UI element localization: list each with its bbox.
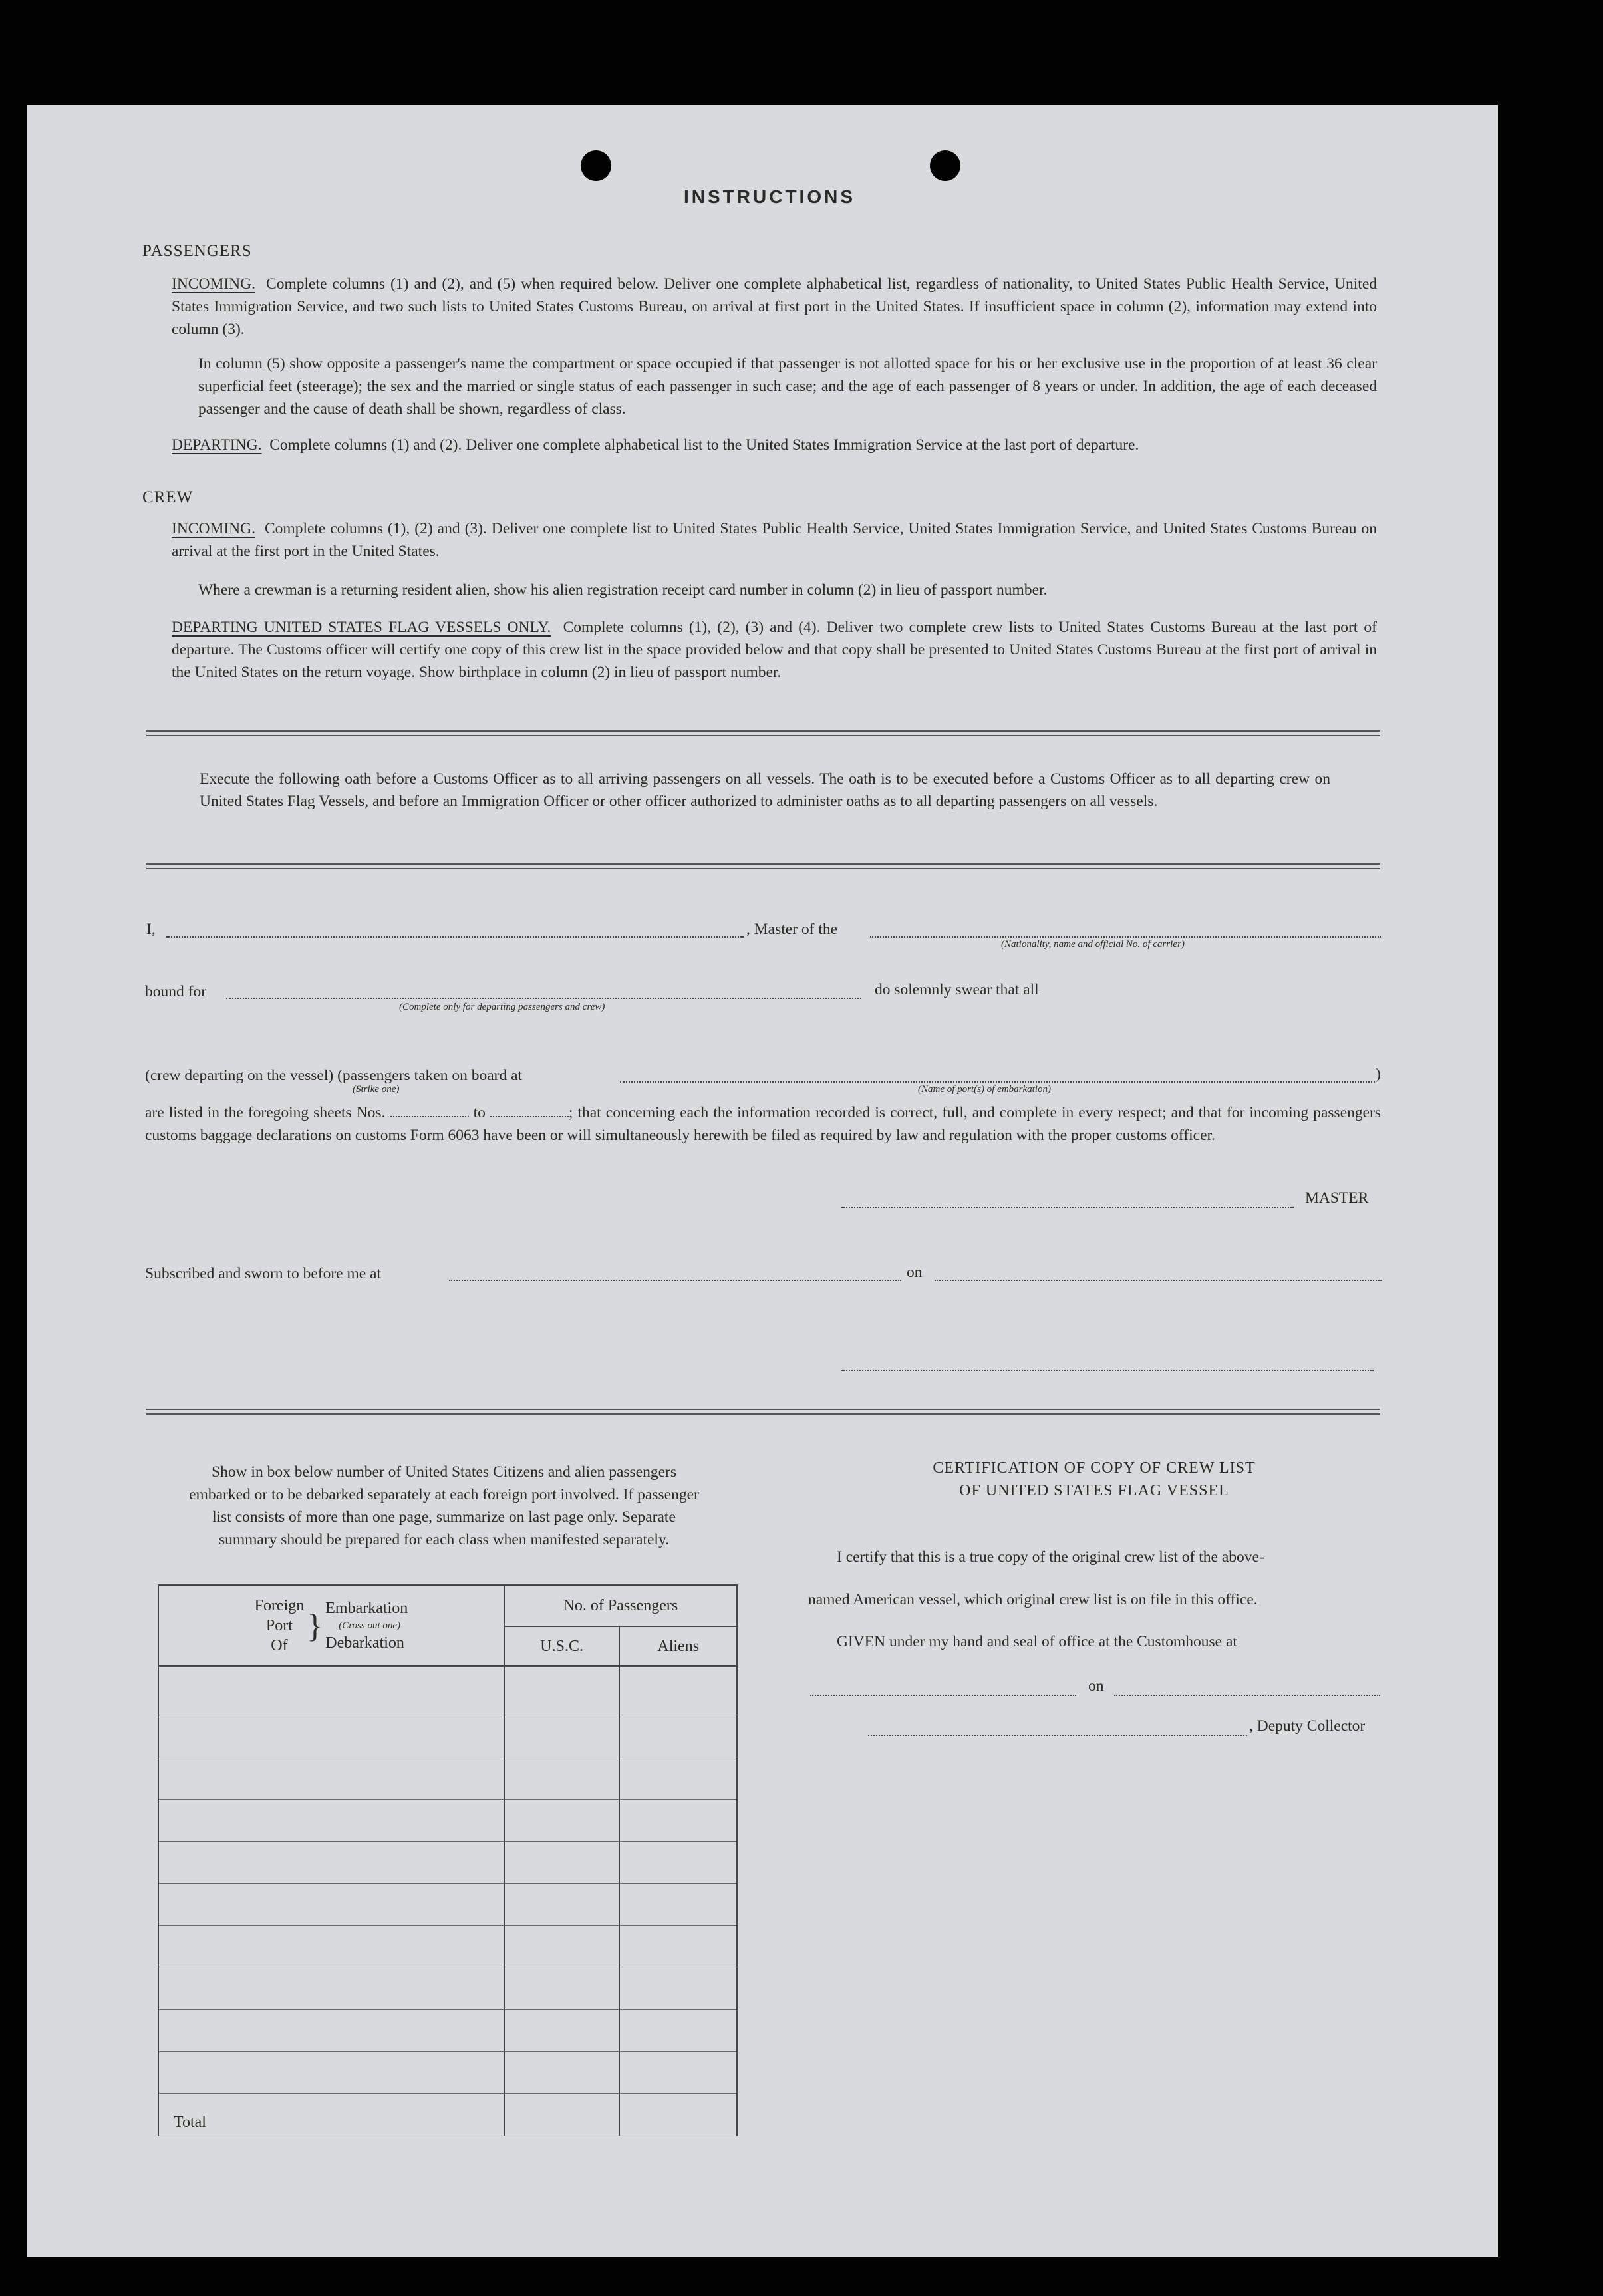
usc-cell[interactable] (504, 1841, 620, 1883)
carrier-hint: (Nationality, name and official No. of carrier) (1001, 939, 1185, 950)
port-cell[interactable] (158, 1967, 504, 2009)
bound-for-field[interactable] (226, 998, 861, 999)
aliens-cell[interactable] (619, 2051, 737, 2093)
col-debarkation: Debarkation (325, 1634, 404, 1651)
col-port-of: Of (271, 1637, 288, 1654)
aliens-cell[interactable] (619, 1841, 737, 1883)
deputy-collector-label: , Deputy Collector (1249, 1717, 1366, 1735)
certification-title-2: OF UNITED STATES FLAG VESSEL (959, 1482, 1229, 1499)
embarkation-ports-field[interactable] (620, 1081, 1375, 1083)
aliens-cell[interactable] (619, 1757, 737, 1799)
aliens-cell[interactable] (619, 1883, 737, 1925)
summary-instructions: Show in box below number of United States Citizens and alien passengers embarked or to be debarked separately at each foreign port involved. If passenger list consists of more than one page, summarize on last page only. Separate summary should be prepared for each class when manifested separately. (189, 1463, 699, 1548)
oath-listed-text (145, 1101, 1381, 1147)
master-of-label: , Master of the (746, 921, 838, 938)
carrier-field[interactable] (870, 936, 1381, 938)
passengers-column5-text: In column (5) show opposite a passenger's name the compartment or space occupied if that passenger is not allotted space for his or her exclusive use in the proportion of at least 36 clear superficial feet (steerage); the sex and the married or single status of each passenger in such case; and the age of each passenger of 8 years or under. In addition, the age of each deceased passenger and the cause of death shall be shown, regardless of class. (198, 355, 1377, 418)
punch-hole (581, 150, 611, 181)
crew-incoming (172, 517, 1377, 563)
certification-line-1: I certify that this is a true copy of the original crew list of the above- (837, 1548, 1264, 1566)
total-label: Total (158, 2094, 504, 2136)
subscribed-label: Subscribed and sworn to before me at (145, 1265, 382, 1282)
oath-i-label: I, (146, 921, 156, 938)
usc-cell[interactable] (504, 2051, 620, 2093)
swear-text: do solemnly swear that all (875, 981, 1039, 998)
punch-hole (930, 150, 960, 181)
passengers-departing-label: DEPARTING. (172, 436, 262, 454)
listed-to: to (473, 1104, 486, 1121)
aliens-total-cell[interactable] (619, 2094, 737, 2136)
port-cell[interactable] (158, 1883, 504, 1925)
listed-b: ; that concerning each the information recorded is correct, full, and complete in every respect; and that for incoming passengers customs baggage declarations on customs Form 6063 have been or will simultaneously herewith be filed as required by law and regulation with the proper customs officer. (145, 1104, 1382, 1144)
passengers-incoming-text: Complete columns (1) and (2), and (5) when required below. Deliver one complete alphabetical list, regardless of nationality, to United States Public Health Service, United States Immigration Service, and two such lists to United States Customs Bureau, on arrival at first port in the United States. If insufficient space in column (2), information may extend into column (3). (172, 275, 1377, 338)
port-cell[interactable] (158, 1841, 504, 1883)
ports-hint: (Name of port(s) of embarkation) (918, 1084, 1051, 1095)
col-port-port: Port (265, 1617, 293, 1634)
usc-cell[interactable] (504, 1666, 620, 1715)
port-cell[interactable] (158, 1757, 504, 1799)
listed-a: are listed in the foregoing sheets Nos. (145, 1104, 386, 1121)
usc-cell[interactable] (504, 1799, 620, 1841)
master-signature-field[interactable] (841, 1207, 1294, 1208)
crew-departing-text: Complete columns (1), (2), (3) and (4). Deliver two complete crew lists to United States Customs Bureau at the last port of departure. The Customs officer will certify one copy of this crew list in the space provided below and that copy shall be presented to United States Customs Bureau at the first port of arrival in the United States on the return voyage. Show birthplace in column (2) in lieu of passport number. (172, 619, 1378, 681)
port-cell[interactable] (158, 1926, 504, 1967)
certification-line-3: GIVEN under my hand and seal of office at the Customhouse at (837, 1633, 1237, 1650)
aliens-cell[interactable] (619, 1926, 737, 1967)
usc-cell[interactable] (504, 1967, 620, 2009)
aliens-cell[interactable] (619, 1715, 737, 1757)
deputy-signature-field[interactable] (868, 1735, 1247, 1736)
officer-signature-field[interactable] (841, 1370, 1374, 1371)
crew-departing-label: DEPARTING UNITED STATES FLAG VESSELS ONLY. (172, 619, 551, 636)
passengers-departing-text: Complete columns (1) and (2). Deliver one complete alphabetical list to the United States Immigration Service at the last port of departure. (269, 436, 1139, 454)
usc-cell[interactable] (504, 1757, 620, 1799)
passengers-departing (172, 434, 1377, 456)
col-embarkation: Embarkation (325, 1600, 408, 1617)
crew-passengers-label: (crew departing on the vessel) (passengers taken on board at (145, 1067, 523, 1084)
sheet-from-field[interactable] (390, 1116, 469, 1117)
strike-hint: (Strike one) (353, 1084, 400, 1095)
certification-on-label: on (1088, 1677, 1104, 1695)
aliens-cell[interactable] (619, 1799, 737, 1841)
usc-cell[interactable] (504, 1715, 620, 1757)
aliens-cell[interactable] (619, 1666, 737, 1715)
crew-heading: CREW (142, 488, 194, 506)
usc-cell[interactable] (504, 2009, 620, 2051)
usc-cell[interactable] (504, 1883, 620, 1925)
crew-incoming-text: Complete columns (1), (2) and (3). Deliver one complete list to United States Public Health Service, United States Immigration Service, and United States Customs Bureau on arrival at the first port in the United States. (172, 520, 1377, 560)
customhouse-field[interactable] (810, 1695, 1076, 1696)
certification-title-1: CERTIFICATION OF COPY OF CREW LIST (933, 1459, 1256, 1477)
crew-resident-text: Where a crewman is a returning resident alien, show his alien registration receipt card number in column (2) in lieu of passport number. (198, 581, 1048, 599)
port-header (158, 1585, 504, 1666)
crew-incoming-label: INCOMING. (172, 520, 255, 537)
port-cell[interactable] (158, 1666, 504, 1715)
col-aliens: Aliens (619, 1626, 737, 1666)
certification-line-2: named American vessel, which original crew list is on file in this office. (808, 1591, 1258, 1608)
passengers-incoming-label: INCOMING. (172, 275, 255, 293)
passengers-heading: PASSENGERS (142, 242, 252, 260)
port-cell[interactable] (158, 1799, 504, 1841)
col-passengers: No. of Passengers (504, 1585, 737, 1626)
section-divider (146, 863, 1380, 869)
section-divider (146, 730, 1380, 736)
oath-intro: Execute the following oath before a Customs Officer as to all arriving passengers on all vessels. The oath is to be executed before a Customs Officer as to all departing crew on United States Flag Vessels, and before an Immigration Officer or other officer authorized to administer oaths as to all departing passengers on all vessels. (200, 770, 1330, 810)
page-title: INSTRUCTIONS (684, 186, 855, 207)
bound-for-label: bound for (145, 983, 207, 1000)
usc-cell[interactable] (504, 1926, 620, 1967)
master-name-field[interactable] (166, 936, 744, 938)
aliens-cell[interactable] (619, 2009, 737, 2051)
sheet-to-field[interactable] (490, 1116, 569, 1117)
port-cell[interactable] (158, 2051, 504, 2093)
col-usc: U.S.C. (504, 1626, 620, 1666)
passengers-incoming (172, 273, 1377, 341)
port-cell[interactable] (158, 2009, 504, 2051)
certification-date-field[interactable] (1114, 1695, 1380, 1696)
sworn-place-field[interactable] (449, 1280, 901, 1281)
section-divider (146, 1409, 1380, 1415)
sworn-on-label: on (907, 1264, 923, 1281)
passenger-summary-table (158, 1584, 738, 2136)
aliens-cell[interactable] (619, 1967, 737, 2009)
close-paren: ) (1376, 1066, 1381, 1083)
col-port-foreign: Foreign (254, 1597, 305, 1614)
bound-for-hint: (Complete only for departing passengers and crew) (399, 1002, 605, 1012)
crew-departing (172, 616, 1377, 684)
col-cross-out: (Cross out one) (339, 1620, 401, 1631)
sworn-date-field[interactable] (935, 1280, 1382, 1281)
master-label: MASTER (1305, 1189, 1369, 1207)
brace-glyph: } (307, 1607, 323, 1644)
usc-total-cell[interactable] (504, 2094, 620, 2136)
port-cell[interactable] (158, 1715, 504, 1757)
